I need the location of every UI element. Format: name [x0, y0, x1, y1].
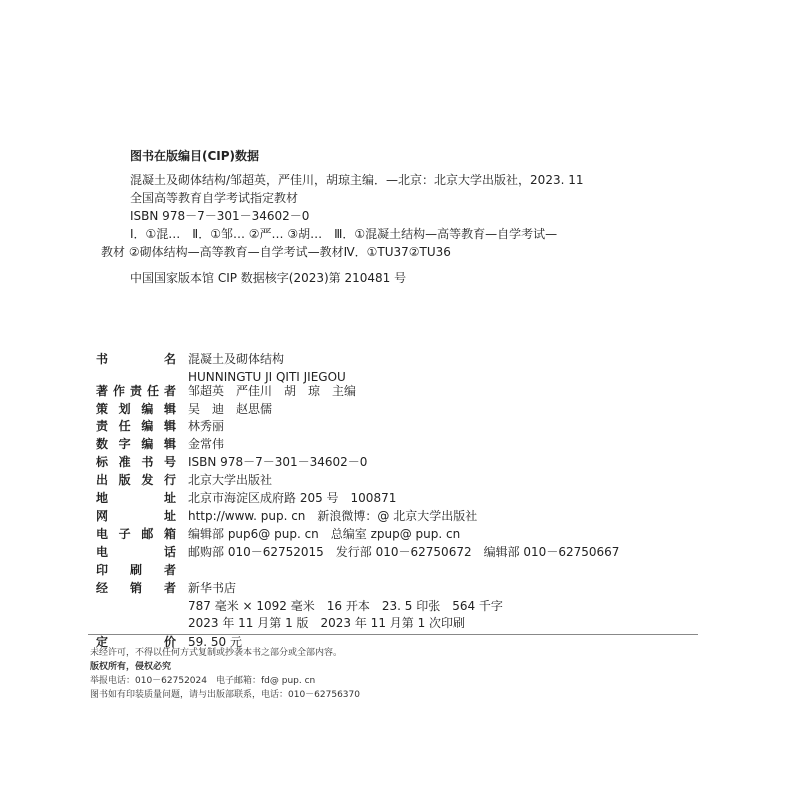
cip-classification-line2: 教材 ②砌体结构—高等教育—自学考试—教材Ⅳ．①TU37②TU36	[101, 245, 451, 259]
cip-line-isbn: ISBN 978－7－301－34602－0	[130, 209, 310, 223]
info-value: 编辑部 pup6@ pup. cn 总编室 zpup@ pup. cn	[188, 527, 461, 541]
info-value: 林秀丽	[188, 419, 225, 433]
info-label: 电子邮箱	[96, 527, 176, 541]
info-value: 59. 50 元	[188, 635, 242, 649]
info-label: 网 址	[96, 509, 176, 523]
cip-classification-line1: Ⅰ．①混… Ⅱ．①邹… ②严… ③胡… Ⅲ．①混凝土结构—高等教育—自学考试—	[130, 227, 558, 241]
info-label: 定 价	[96, 635, 176, 649]
info-value: 邮购部 010－62752015 发行部 010－62750672 编辑部 010－62750667	[188, 545, 620, 559]
footer-notice	[90, 646, 360, 702]
info-value: 北京大学出版社	[188, 473, 273, 487]
footer-rights: 版权所有，侵权必究	[90, 662, 172, 672]
info-value: http://www. pup. cn 新浪微博：@ 北京大学出版社	[188, 509, 478, 523]
cip-description	[130, 171, 583, 225]
info-label: 策划编辑	[96, 402, 176, 416]
info-label: 出版发行	[96, 473, 176, 487]
info-label: 书 名	[96, 352, 176, 366]
cip-title: 图书在版编目(CIP)数据	[130, 149, 260, 163]
info-value: 金常伟	[188, 437, 225, 451]
cip-line-series: 全国高等教育自学考试指定教材	[130, 191, 299, 205]
info-label: 责任编辑	[96, 419, 176, 433]
info-value: 邹超英 严佳川 胡 琼 主编	[188, 384, 357, 398]
info-label: 数字编辑	[96, 437, 176, 451]
info-value: 混凝土及砌体结构	[188, 352, 285, 366]
info-value: ISBN 978－7－301－34602－0	[188, 455, 368, 469]
info-label: 标准书号	[96, 455, 176, 469]
info-label: 电 话	[96, 545, 176, 559]
info-label: 地 址	[96, 491, 176, 505]
cip-approval-number: 中国国家版本馆 CIP 数据核字(2023)第 210481 号	[130, 271, 407, 285]
divider-line	[88, 634, 698, 635]
info-label: 著作责任者	[96, 384, 176, 398]
cip-classification	[101, 225, 711, 261]
info-value: 北京市海淀区成府路 205 号 100871	[188, 491, 397, 505]
info-value: 787 毫米 × 1092 毫米 16 开本 23. 5 印张 564 千字	[188, 599, 503, 613]
footer-report: 举报电话：010－62752024 电子邮箱：fd@ pup. cn	[90, 676, 316, 686]
cip-line-title: 混凝土及砌体结构/邹超英，严佳川，胡琼主编．—北京：北京大学出版社，2023. 11	[130, 173, 584, 187]
info-value: 新华书店	[188, 581, 237, 595]
info-label: 印 刷 者	[96, 563, 176, 577]
footer-notice-text: 未经许可，不得以任何方式复制或抄袭本书之部分或全部内容。	[90, 648, 343, 658]
info-value: 吴 迪 赵思儒	[188, 402, 273, 416]
info-value: 2023 年 11 月第 1 版 2023 年 11 月第 1 次印刷	[188, 616, 466, 630]
info-label: 经 销 者	[96, 581, 176, 595]
footer-quality: 图书如有印装质量问题，请与出版部联系，电话：010－62756370	[90, 690, 360, 700]
info-value: HUNNINGTU JI QITI JIEGOU	[188, 370, 346, 384]
